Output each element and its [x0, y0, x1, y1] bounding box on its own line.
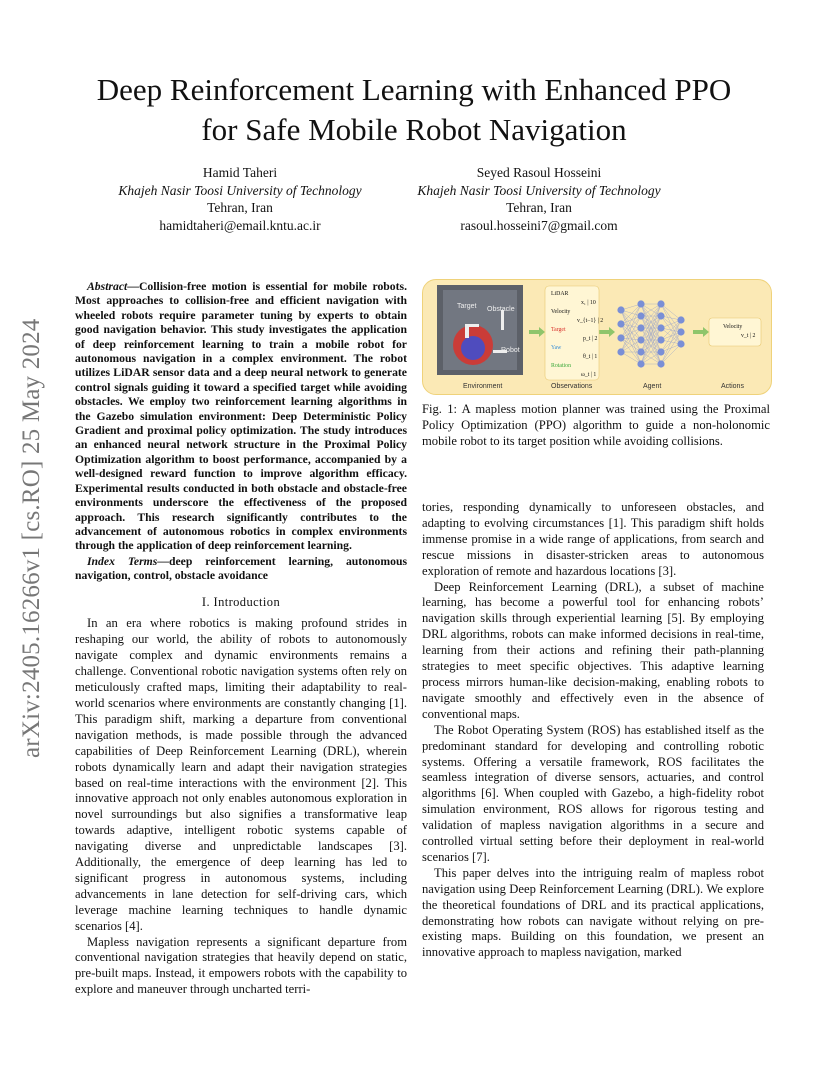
left-column	[75, 280, 407, 998]
label-actions: Actions	[721, 383, 744, 390]
network-node	[657, 360, 664, 367]
network-node	[637, 324, 644, 331]
network-node	[657, 312, 664, 319]
title-line-2: for Safe Mobile Robot Navigation	[201, 112, 627, 147]
obs-lidar: LiDAR	[551, 291, 569, 297]
author-email: rasoul.hosseini7@gmail.com	[460, 217, 618, 233]
index-terms-lead: Index Terms	[87, 554, 158, 568]
author-location: Tehran, Iran	[207, 200, 273, 215]
obs-rotation: Rotation	[551, 363, 571, 369]
network-node	[637, 360, 644, 367]
network-node	[657, 348, 664, 355]
label-environment: Environment	[463, 383, 503, 390]
author-affiliation: Khajeh Nasir Toosi University of Technology	[118, 182, 362, 198]
env-label-target: Target	[457, 303, 477, 310]
author-block-1	[75, 164, 405, 234]
title-line-1: Deep Reinforcement Learning with Enhanced PPO	[96, 72, 732, 107]
action-velocity-dim: v_t | 2	[741, 333, 756, 339]
network-node	[637, 348, 644, 355]
network-node	[657, 324, 664, 331]
actions-box	[709, 318, 761, 346]
obs-velocity-dim: v_{t−1} | 2	[577, 318, 604, 324]
index-terms-text: —deep reinforcement learning, autonomous navigation, control, obstacle avoidance	[75, 554, 407, 583]
author-affiliation: Khajeh Nasir Toosi University of Technology	[417, 182, 661, 198]
body-paragraph: In an era where robotics is making profound strides in reshaping our world, the ability of robots to autonomously navigate complex and dynamic environments remains a challenge. Conventional robotic navigation systems often rely on meticulously crafted maps, limiting their adaptability to real-world scenarios where environments are constantly changing [1]. This paradigm shift, marking a departure from conventional navigation methods, is made possible through the advanced capabilities of Deep Reinforcement Learning (DRL), wherein robots dynamically learn and adapt their navigation strategies based on real-time interactions with the environment [2]. This innovative approach not only enables autonomous exploration in novel surroundings but also signifies a transformative leap towards adaptive, intelligent robotic systems capable of navigating diverse and unpredictable landscapes [3]. Additionally, the emergence of deep learning has led to significant progress in autonomous systems, including advancements in lane detection for self-driving cars, which leverage machine learning techniques to handle dynamic scenarios [4].	[75, 616, 407, 933]
obs-yaw-dim: θ_t | 1	[583, 354, 598, 360]
network-node	[677, 316, 684, 323]
obs-lidar-dim: x₁ | 10	[581, 300, 596, 306]
network-edge	[621, 316, 641, 352]
label-observations: Observations	[551, 383, 593, 390]
network-node	[617, 334, 624, 341]
abstract-text: —Collision-free motion is essential for mobile robots. Most approaches to collision-free and efficient navigation with wheeled robots require parameter tuning by experts to obtain good navigation behavior. This study investigates the application of deep reinforcement learning to train a mobile robot for autonomous navigation in a complex environment. The robot utilizes LiDAR sensor data and a deep neural network to generate control signals guiding it toward a specified target while avoiding obstacles. We employ two reinforcement learning algorithms in the Gazebo simulation environment: Deep Deterministic Policy Gradient and proximal policy optimization. The study introduces an enhanced neural network structure in the Proximal Policy Optimization algorithm to boost performance, accompanied by a well-designed reward function to improve algorithm efficacy. Experimental results conducted in both obstacle and obstacle-free environments underscore the effectiveness of the proposed approach. This research significantly contributes to the advancement of autonomous robotics in complex environments through the application of deep reinforcement learning.	[75, 280, 407, 553]
author-name: Hamid Taheri	[202, 165, 278, 180]
author-email: hamidtaheri@email.kntu.ac.ir	[159, 217, 321, 233]
figure-1-caption: Fig. 1: A mapless motion planner was trained using the Proximal Policy Optimization (PPO) algorithm to guide a non-holonomic mobile robot to its target position while avoiding collisions.	[422, 402, 770, 448]
obs-yaw: Yaw	[551, 345, 562, 351]
author-location: Tehran, Iran	[506, 200, 572, 215]
body-paragraph: Mapless navigation represents a significant departure from conventional navigation strategies that heavily depend on static, pre-built maps. Instead, it empowers robots with the capability to explore and maneuver through uncharted terri-	[75, 934, 407, 997]
network-node	[617, 306, 624, 313]
obs-target: Target	[551, 327, 566, 333]
network-node	[677, 328, 684, 335]
env-label-robot: Robot	[501, 347, 520, 354]
obs-target-dim: p_t | 2	[583, 336, 598, 342]
network-node	[617, 320, 624, 327]
section-heading-introduction: I. Introduction	[201, 594, 281, 609]
abstract	[75, 280, 407, 554]
network-node	[637, 312, 644, 319]
author-name: Seyed Rasoul Hosseini	[476, 165, 602, 180]
env-label-obstacle: Obstacle	[487, 306, 515, 313]
arxiv-identifier: arXiv:2405.16266v1 [cs.RO] 25 May 2024	[18, 318, 45, 758]
right-column	[422, 500, 764, 961]
action-velocity: Velocity	[723, 324, 743, 330]
body-paragraph: tories, responding dynamically to unforeseen obstacles, and adapting to evolving circumstances [1]. This paradigm shift holds immense promise in a wide range of applications, from search and rescue missions in disaster-stricken areas to autonomous exploration of remote and hazardous locations [3].	[422, 500, 764, 578]
body-paragraph: Deep Reinforcement Learning (DRL), a subset of machine learning, has become a powerful tool for enhancing robots’ navigation skills through experiential learning [5]. By employing DRL algorithms, robots can make informed decisions in real-time, learning from their actions and refining their path-planning strategies to meet specific objectives. This adaptive learning process mirrors human-like decision-making, enabling robots to navigate smoothly and effectively even in the absence of conventional maps.	[422, 579, 764, 721]
obs-velocity: Velocity	[551, 309, 571, 315]
author-block-2	[374, 164, 704, 234]
abstract-lead: Abstract	[87, 280, 128, 293]
network-node	[657, 300, 664, 307]
paper-title	[0, 70, 828, 150]
network-node	[657, 336, 664, 343]
obs-rotation-dim: ω_t | 1	[581, 372, 597, 378]
network-node	[677, 340, 684, 347]
network-node	[637, 300, 644, 307]
network-node	[617, 348, 624, 355]
figure-1-diagram	[422, 279, 772, 395]
body-paragraph: This paper delves into the intriguing realm of mapless robot navigation using Deep Reinforcement Learning (DRL). We explore the theoretical foundations of DRL and its practical applications, demonstrating how robots can navigate without relying on pre-existing maps. Building on this foundation, we present an innovative approach to mapless navigation, marked	[422, 865, 764, 960]
index-terms	[75, 555, 407, 584]
label-agent: Agent	[643, 383, 662, 390]
agent-network	[617, 300, 684, 367]
network-node	[637, 336, 644, 343]
body-paragraph: The Robot Operating System (ROS) has established itself as the predominant standard for developing and controlling robotic systems. Offering a versatile framework, ROS facilitates the seamless integration of diverse sensors, actuaries, and control algorithms [6]. When coupled with Gazebo, a high-fidelity robot simulation environment, ROS allows for rigorous testing and validation of mapless navigation algorithms in a secure and controlled virtual setting before their deployment in real-world scenarios [7].	[422, 722, 764, 864]
